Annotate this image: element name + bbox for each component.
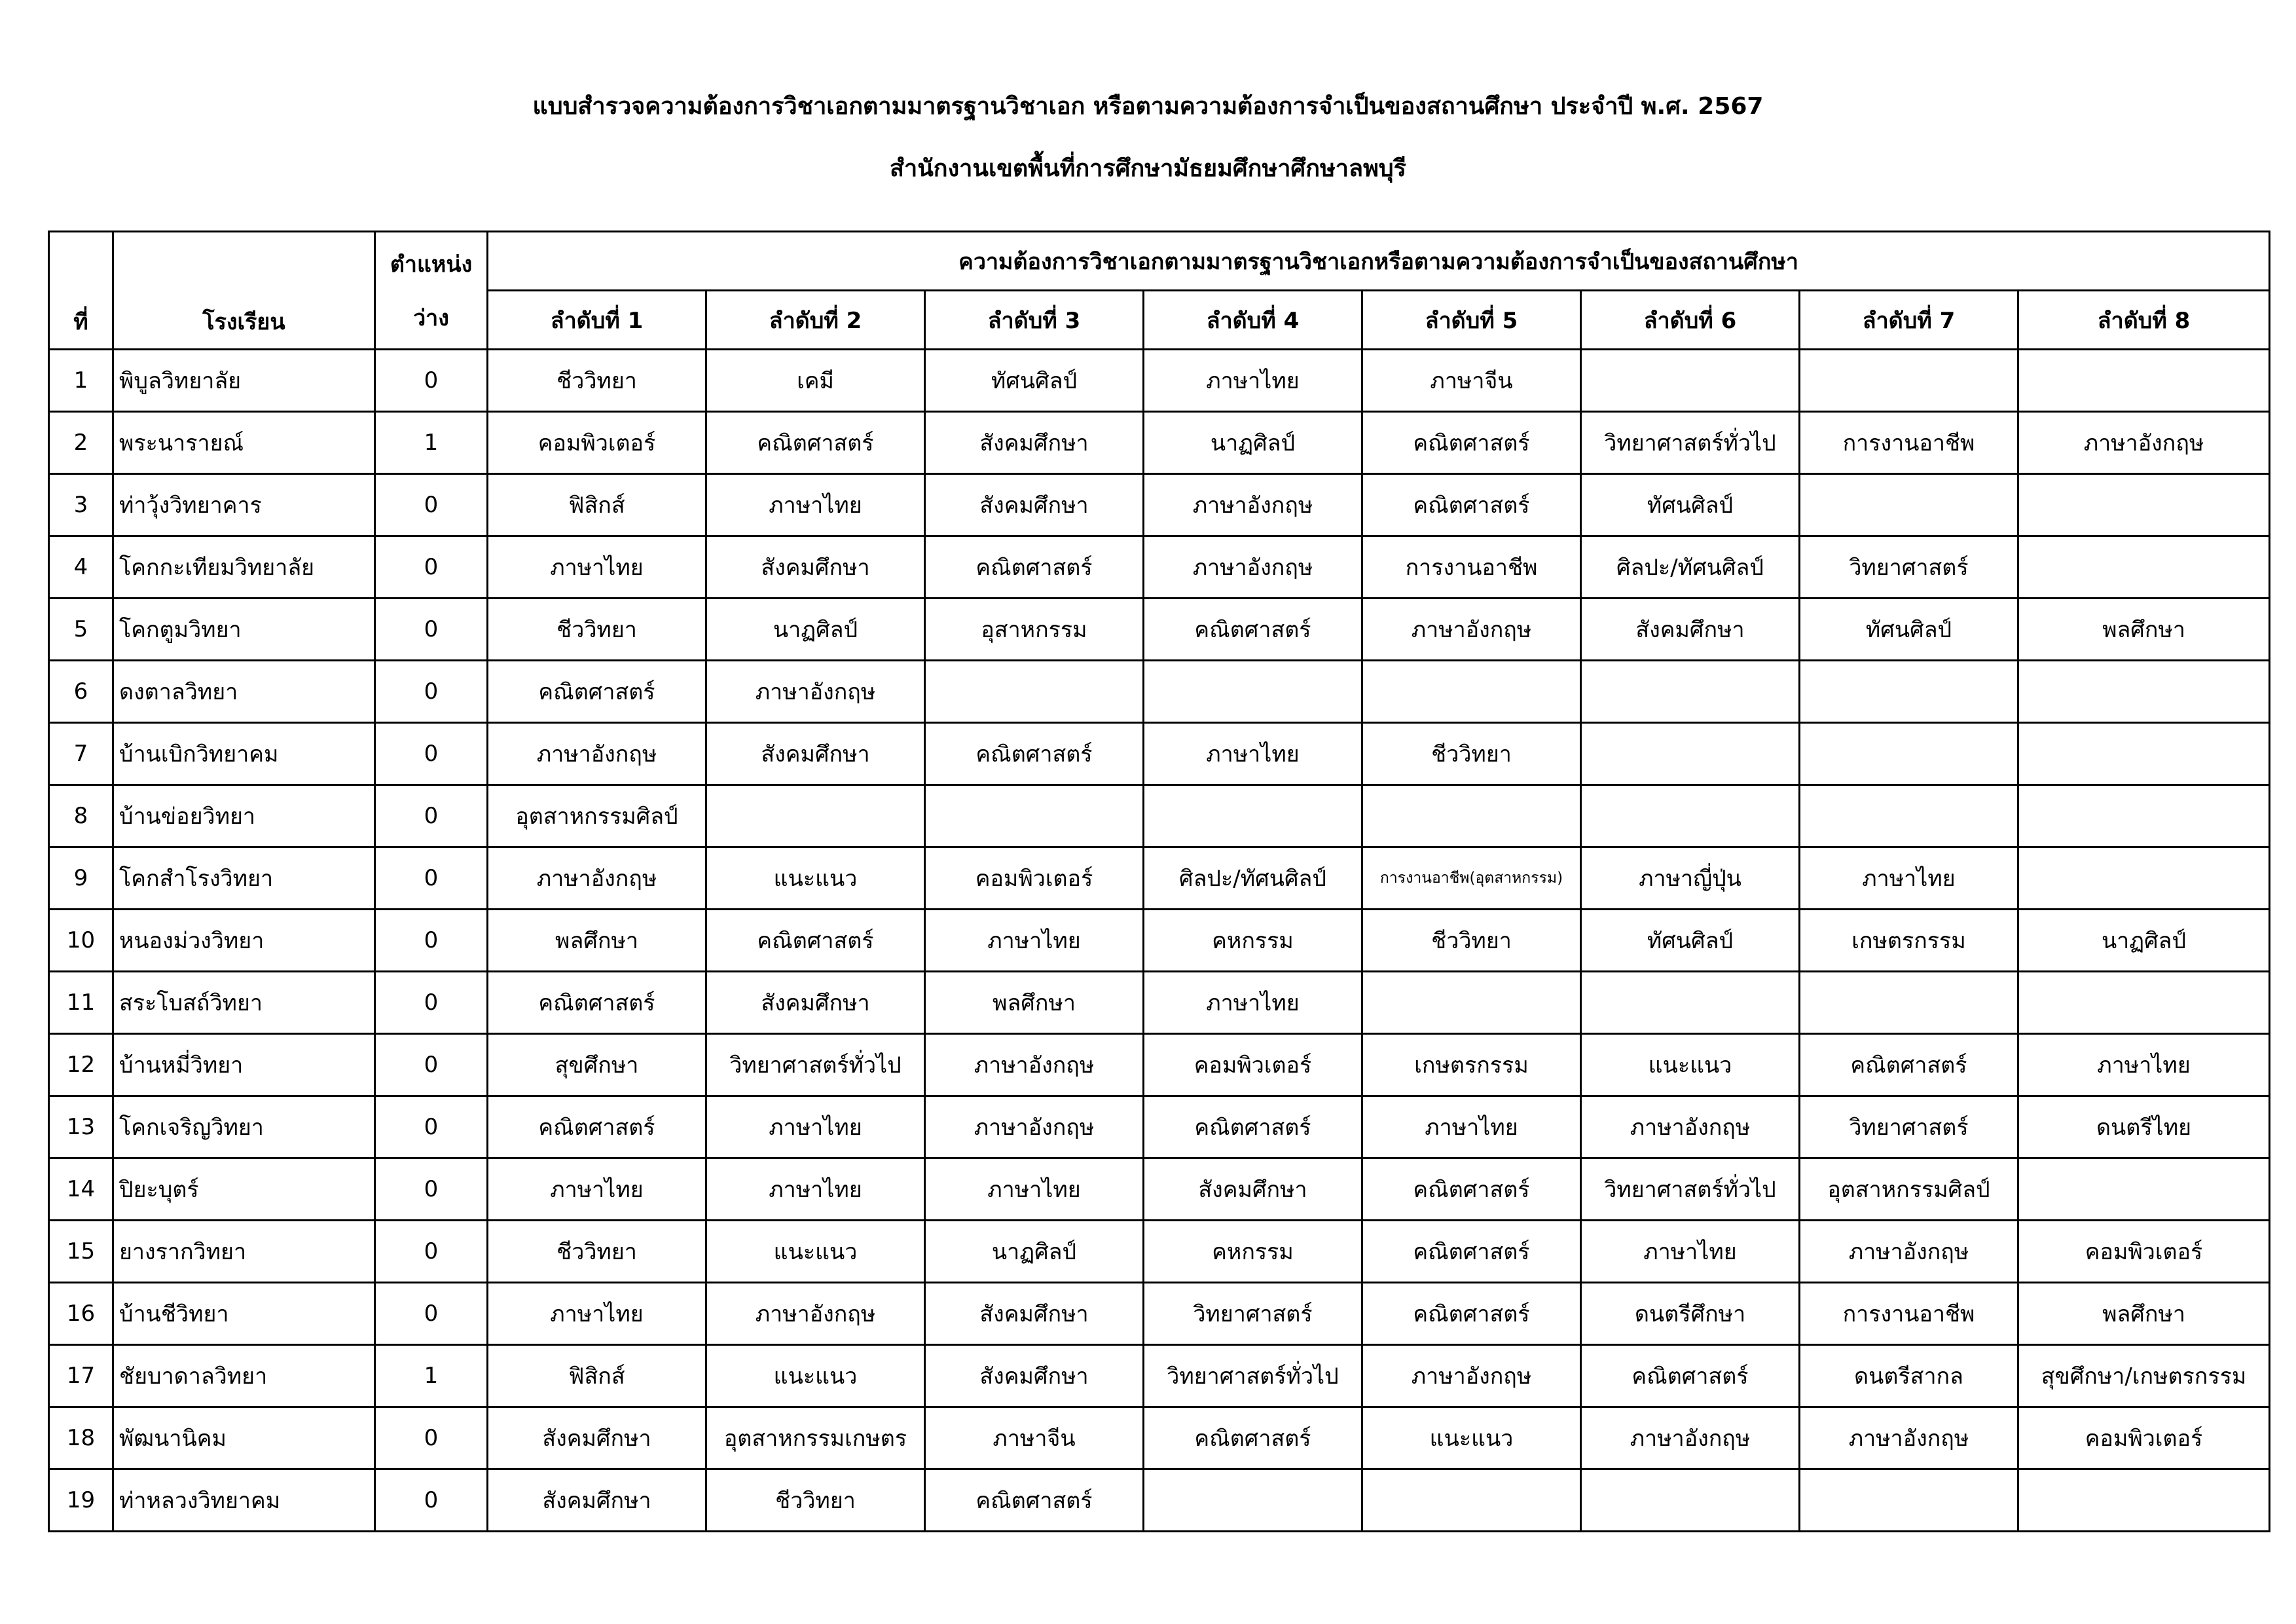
subject-rank-6 [1581, 972, 1800, 1034]
subject-rank-2: ภาษาไทย [706, 1158, 925, 1221]
subject-rank-3: ภาษาอังกฤษ [925, 1034, 1144, 1096]
subject-rank-2: ภาษาไทย [706, 1096, 925, 1158]
subject-rank-2: ภาษาอังกฤษ [706, 661, 925, 723]
subject-rank-1: ภาษาไทย [488, 1158, 706, 1221]
subject-rank-8 [2018, 972, 2270, 1034]
subject-rank-8: ภาษาไทย [2018, 1034, 2270, 1096]
subject-rank-1: ภาษาอังกฤษ [488, 723, 706, 785]
subject-rank-8 [2018, 1469, 2270, 1532]
subject-rank-7: ภาษาไทย [1800, 847, 2018, 910]
header-no: ที่ [49, 232, 113, 350]
school-name: พระนารายณ์ [113, 412, 375, 474]
subject-rank-8: คอมพิวเตอร์ [2018, 1221, 2270, 1283]
subject-rank-6: วิทยาศาสตร์ทั่วไป [1581, 412, 1800, 474]
vacancy-count: 0 [375, 972, 488, 1034]
page-subtitle: สำนักงานเขตพื้นที่การศึกษามัธยมศึกษาศึกษาลพบุรี [890, 155, 1406, 182]
subject-rank-4: ภาษาอังกฤษ [1144, 474, 1362, 536]
subject-rank-6: ภาษาญี่ปุ่น [1581, 847, 1800, 910]
subject-rank-2: แนะแนว [706, 1221, 925, 1283]
school-name: โคกตูมวิทยา [113, 599, 375, 661]
subject-rank-3: สังคมศึกษา [925, 412, 1144, 474]
subject-rank-4: สังคมศึกษา [1144, 1158, 1362, 1221]
school-name: พิบูลวิทยาลัย [113, 350, 375, 412]
header-school: โรงเรียน [113, 232, 375, 350]
subject-rank-7: การงานอาชีพ [1800, 1283, 2018, 1345]
vacancy-count: 0 [375, 1469, 488, 1532]
subject-rank-5: คณิตศาสตร์ [1362, 1283, 1581, 1345]
subject-rank-4: ภาษาไทย [1144, 972, 1362, 1034]
table-row [49, 1345, 2270, 1407]
subject-rank-8: พลศึกษา [2018, 1283, 2270, 1345]
subject-rank-5: คณิตศาสตร์ [1362, 1221, 1581, 1283]
subject-rank-5: การงานอาชีพ [1362, 536, 1581, 599]
subject-rank-5: คณิตศาสตร์ [1362, 1158, 1581, 1221]
subject-rank-5: คณิตศาสตร์ [1362, 474, 1581, 536]
subject-rank-6: สังคมศึกษา [1581, 599, 1800, 661]
row-number: 5 [49, 599, 113, 661]
subject-rank-1: คอมพิวเตอร์ [488, 412, 706, 474]
subject-rank-1: ภาษาไทย [488, 1283, 706, 1345]
header-rank-3: ลำดับที่ 3 [925, 291, 1144, 350]
school-name: บ้านหมี่วิทยา [113, 1034, 375, 1096]
subject-rank-4: ศิลปะ/ทัศนศิลป์ [1144, 847, 1362, 910]
subject-rank-1: ภาษาอังกฤษ [488, 847, 706, 910]
subject-rank-1: สังคมศึกษา [488, 1407, 706, 1469]
vacancy-count: 0 [375, 1096, 488, 1158]
subject-rank-4: นาฏศิลป์ [1144, 412, 1362, 474]
subject-rank-2: นาฏศิลป์ [706, 599, 925, 661]
subject-rank-3: นาฏศิลป์ [925, 1221, 1144, 1283]
subject-rank-6: ภาษาไทย [1581, 1221, 1800, 1283]
subject-rank-3: คณิตศาสตร์ [925, 536, 1144, 599]
school-name: สระโบสถ์วิทยา [113, 972, 375, 1034]
subject-rank-5 [1362, 1469, 1581, 1532]
subject-rank-1: ฟิสิกส์ [488, 474, 706, 536]
subject-rank-6 [1581, 350, 1800, 412]
subject-rank-7: ทัศนศิลป์ [1800, 599, 2018, 661]
subject-rank-4: ภาษาไทย [1144, 723, 1362, 785]
subject-rank-5: ภาษาอังกฤษ [1362, 599, 1581, 661]
vacancy-count: 0 [375, 661, 488, 723]
school-name: ท่าวุ้งวิทยาคาร [113, 474, 375, 536]
row-number: 10 [49, 910, 113, 972]
subject-rank-7: วิทยาศาสตร์ [1800, 1096, 2018, 1158]
subject-rank-6: ภาษาอังกฤษ [1581, 1407, 1800, 1469]
subject-rank-8 [2018, 536, 2270, 599]
subject-rank-5: ภาษาจีน [1362, 350, 1581, 412]
subject-rank-6: คณิตศาสตร์ [1581, 1345, 1800, 1407]
subject-rank-1: ฟิสิกส์ [488, 1345, 706, 1407]
subject-rank-2: ภาษาอังกฤษ [706, 1283, 925, 1345]
school-name: บ้านเบิกวิทยาคม [113, 723, 375, 785]
subject-rank-8: ภาษาอังกฤษ [2018, 412, 2270, 474]
subject-rank-5: ชีววิทยา [1362, 723, 1581, 785]
subject-rank-2: ชีววิทยา [706, 1469, 925, 1532]
subject-rank-3: ภาษาไทย [925, 910, 1144, 972]
row-number: 11 [49, 972, 113, 1034]
subject-rank-3 [925, 785, 1144, 847]
subject-rank-6: แนะแนว [1581, 1034, 1800, 1096]
table-row [49, 910, 2270, 972]
header-rank-2: ลำดับที่ 2 [706, 291, 925, 350]
subject-rank-4: วิทยาศาสตร์ [1144, 1283, 1362, 1345]
subject-rank-8 [2018, 474, 2270, 536]
subject-rank-1: คณิตศาสตร์ [488, 661, 706, 723]
vacancy-count: 0 [375, 1158, 488, 1221]
subject-rank-1: ชีววิทยา [488, 350, 706, 412]
subject-rank-1: คณิตศาสตร์ [488, 972, 706, 1034]
vacancy-count: 0 [375, 1034, 488, 1096]
subject-rank-8 [2018, 723, 2270, 785]
school-name: บ้านข่อยวิทยา [113, 785, 375, 847]
subject-rank-4: คณิตศาสตร์ [1144, 1096, 1362, 1158]
subject-rank-7 [1800, 1469, 2018, 1532]
page-title: แบบสำรวจความต้องการวิชาเอกตามมาตรฐานวิชาเอก หรือตามความต้องการจำเป็นของสถานศึกษา ประจำปี พ.ศ. 2567 [532, 93, 1764, 120]
subject-rank-8: คอมพิวเตอร์ [2018, 1407, 2270, 1469]
row-number: 7 [49, 723, 113, 785]
table-row [49, 412, 2270, 474]
subject-rank-3 [925, 661, 1144, 723]
subject-rank-2 [706, 785, 925, 847]
subject-rank-6: ทัศนศิลป์ [1581, 910, 1800, 972]
school-name: โคกสำโรงวิทยา [113, 847, 375, 910]
subject-rank-2: คณิตศาสตร์ [706, 412, 925, 474]
table-row [49, 474, 2270, 536]
table-row [49, 1407, 2270, 1469]
row-number: 17 [49, 1345, 113, 1407]
row-number: 8 [49, 785, 113, 847]
subject-rank-2: เคมี [706, 350, 925, 412]
header-group: ความต้องการวิชาเอกตามมาตรฐานวิชาเอกหรือตามความต้องการจำเป็นของสถานศึกษา [488, 232, 2270, 291]
header-rank-1: ลำดับที่ 1 [488, 291, 706, 350]
subject-rank-7 [1800, 785, 2018, 847]
vacancy-count: 1 [375, 412, 488, 474]
subject-rank-4: คณิตศาสตร์ [1144, 599, 1362, 661]
subject-rank-2: สังคมศึกษา [706, 536, 925, 599]
school-name: ชัยบาดาลวิทยา [113, 1345, 375, 1407]
school-name: โคกเจริญวิทยา [113, 1096, 375, 1158]
subject-rank-3: คณิตศาสตร์ [925, 723, 1144, 785]
table-row [49, 350, 2270, 412]
survey-table [48, 231, 2270, 1532]
subject-rank-5 [1362, 661, 1581, 723]
subject-rank-5: แนะแนว [1362, 1407, 1581, 1469]
subject-rank-8: พลศึกษา [2018, 599, 2270, 661]
header-vacancy [375, 232, 488, 350]
subject-rank-3: ภาษาไทย [925, 1158, 1144, 1221]
row-number: 13 [49, 1096, 113, 1158]
subject-rank-1: คณิตศาสตร์ [488, 1096, 706, 1158]
row-number: 14 [49, 1158, 113, 1221]
subject-rank-4: ภาษาอังกฤษ [1144, 536, 1362, 599]
subject-rank-2: แนะแนว [706, 1345, 925, 1407]
school-name: พัฒนานิคม [113, 1407, 375, 1469]
subject-rank-7 [1800, 474, 2018, 536]
table-row [49, 1034, 2270, 1096]
table-row [49, 599, 2270, 661]
subject-rank-8 [2018, 350, 2270, 412]
vacancy-count: 1 [375, 1345, 488, 1407]
subject-rank-6 [1581, 661, 1800, 723]
subject-rank-3: อุสาหกรรม [925, 599, 1144, 661]
table-row [49, 785, 2270, 847]
subject-rank-4 [1144, 661, 1362, 723]
vacancy-count: 0 [375, 599, 488, 661]
row-number: 12 [49, 1034, 113, 1096]
subject-rank-5 [1362, 785, 1581, 847]
subject-rank-2: แนะแนว [706, 847, 925, 910]
row-number: 16 [49, 1283, 113, 1345]
subject-rank-1: ชีววิทยา [488, 599, 706, 661]
table-row [49, 723, 2270, 785]
subject-rank-3: ภาษาอังกฤษ [925, 1096, 1144, 1158]
school-name: ดงตาลวิทยา [113, 661, 375, 723]
subject-rank-4: คอมพิวเตอร์ [1144, 1034, 1362, 1096]
row-number: 15 [49, 1221, 113, 1283]
vacancy-count: 0 [375, 536, 488, 599]
subject-rank-3: ทัศนศิลป์ [925, 350, 1144, 412]
subject-rank-6 [1581, 723, 1800, 785]
subject-rank-8: สุขศึกษา/เกษตรกรรม [2018, 1345, 2270, 1407]
subject-rank-6: วิทยาศาสตร์ทั่วไป [1581, 1158, 1800, 1221]
header-rank-8: ลำดับที่ 8 [2018, 291, 2270, 350]
subject-rank-6: ภาษาอังกฤษ [1581, 1096, 1800, 1158]
school-name: บ้านชีวิทยา [113, 1283, 375, 1345]
subject-rank-2: คณิตศาสตร์ [706, 910, 925, 972]
row-number: 3 [49, 474, 113, 536]
subject-rank-1: ชีววิทยา [488, 1221, 706, 1283]
subject-rank-7: วิทยาศาสตร์ [1800, 536, 2018, 599]
subject-rank-2: วิทยาศาสตร์ทั่วไป [706, 1034, 925, 1096]
table-row [49, 972, 2270, 1034]
vacancy-count: 0 [375, 350, 488, 412]
table-row [49, 1096, 2270, 1158]
vacancy-count: 0 [375, 847, 488, 910]
subject-rank-7: อุตสาหกรรมศิลป์ [1800, 1158, 2018, 1221]
subject-rank-3: คอมพิวเตอร์ [925, 847, 1144, 910]
row-number: 2 [49, 412, 113, 474]
subject-rank-7 [1800, 972, 2018, 1034]
subject-rank-4: คหกรรม [1144, 910, 1362, 972]
subject-rank-4: ภาษาไทย [1144, 350, 1362, 412]
subject-rank-7: คณิตศาสตร์ [1800, 1034, 2018, 1096]
subject-rank-2: สังคมศึกษา [706, 972, 925, 1034]
subject-rank-3: สังคมศึกษา [925, 1283, 1144, 1345]
subject-rank-1: พลศึกษา [488, 910, 706, 972]
subject-rank-6: ศิลปะ/ทัศนศิลป์ [1581, 536, 1800, 599]
subject-rank-5: คณิตศาสตร์ [1362, 412, 1581, 474]
table-row [49, 1221, 2270, 1283]
table-row [49, 1158, 2270, 1221]
school-name: ยางรากวิทยา [113, 1221, 375, 1283]
header-rank-6: ลำดับที่ 6 [1581, 291, 1800, 350]
subject-rank-4 [1144, 785, 1362, 847]
subject-rank-4: คหกรรม [1144, 1221, 1362, 1283]
subject-rank-5: ชีววิทยา [1362, 910, 1581, 972]
subject-rank-8: ดนตรีไทย [2018, 1096, 2270, 1158]
school-name: โคกกะเทียมวิทยาลัย [113, 536, 375, 599]
table-row [49, 536, 2270, 599]
subject-rank-3: สังคมศึกษา [925, 474, 1144, 536]
subject-rank-4 [1144, 1469, 1362, 1532]
subject-rank-5: เกษตรกรรม [1362, 1034, 1581, 1096]
vacancy-count: 0 [375, 1407, 488, 1469]
subject-rank-1: ภาษาไทย [488, 536, 706, 599]
row-number: 6 [49, 661, 113, 723]
subject-rank-6: ดนตรีศึกษา [1581, 1283, 1800, 1345]
subject-rank-7: เกษตรกรรม [1800, 910, 2018, 972]
subject-rank-2: ภาษาไทย [706, 474, 925, 536]
vacancy-count: 0 [375, 785, 488, 847]
subject-rank-5: ภาษาอังกฤษ [1362, 1345, 1581, 1407]
subject-rank-7 [1800, 350, 2018, 412]
subject-rank-8: นาฏศิลป์ [2018, 910, 2270, 972]
row-number: 1 [49, 350, 113, 412]
subject-rank-5 [1362, 972, 1581, 1034]
row-number: 19 [49, 1469, 113, 1532]
school-name: ปิยะบุตร์ [113, 1158, 375, 1221]
vacancy-count: 0 [375, 910, 488, 972]
subject-rank-2: อุตสาหกรรมเกษตร [706, 1407, 925, 1469]
subject-rank-7: การงานอาชีพ [1800, 412, 2018, 474]
table-row [49, 661, 2270, 723]
subject-rank-4: วิทยาศาสตร์ทั่วไป [1144, 1345, 1362, 1407]
subject-rank-8 [2018, 785, 2270, 847]
vacancy-count: 0 [375, 1283, 488, 1345]
subject-rank-7: ภาษาอังกฤษ [1800, 1407, 2018, 1469]
subject-rank-3: ภาษาจีน [925, 1407, 1144, 1469]
subject-rank-5: ภาษาไทย [1362, 1096, 1581, 1158]
subject-rank-7 [1800, 661, 2018, 723]
header-rank-7: ลำดับที่ 7 [1800, 291, 2018, 350]
subject-rank-4: คณิตศาสตร์ [1144, 1407, 1362, 1469]
subject-rank-7 [1800, 723, 2018, 785]
header-vacancy-line1: ตำแหน่ง [390, 251, 473, 278]
vacancy-count: 0 [375, 1221, 488, 1283]
subject-rank-7: ภาษาอังกฤษ [1800, 1221, 2018, 1283]
header-vacancy-line2: ว่าง [413, 304, 449, 331]
subject-rank-1: สุขศึกษา [488, 1034, 706, 1096]
school-name: หนองม่วงวิทยา [113, 910, 375, 972]
vacancy-count: 0 [375, 474, 488, 536]
subject-rank-2: สังคมศึกษา [706, 723, 925, 785]
subject-rank-3: สังคมศึกษา [925, 1345, 1144, 1407]
subject-rank-8 [2018, 661, 2270, 723]
subject-rank-8 [2018, 1158, 2270, 1221]
subject-rank-1: สังคมศึกษา [488, 1469, 706, 1532]
table-row [49, 847, 2270, 910]
header-rank-4: ลำดับที่ 4 [1144, 291, 1362, 350]
table-row [49, 1469, 2270, 1532]
row-number: 4 [49, 536, 113, 599]
row-number: 9 [49, 847, 113, 910]
subject-rank-5: การงานอาชีพ(อุตสาหกรรม) [1362, 847, 1581, 910]
subject-rank-3: พลศึกษา [925, 972, 1144, 1034]
subject-rank-6 [1581, 785, 1800, 847]
subject-rank-6 [1581, 1469, 1800, 1532]
subject-rank-8 [2018, 847, 2270, 910]
school-name: ท่าหลวงวิทยาคม [113, 1469, 375, 1532]
subject-rank-1: อุตสาหกรรมศิลป์ [488, 785, 706, 847]
subject-rank-3: คณิตศาสตร์ [925, 1469, 1144, 1532]
table-row [49, 1283, 2270, 1345]
subject-rank-7: ดนตรีสากล [1800, 1345, 2018, 1407]
header-rank-5: ลำดับที่ 5 [1362, 291, 1581, 350]
row-number: 18 [49, 1407, 113, 1469]
subject-rank-6: ทัศนศิลป์ [1581, 474, 1800, 536]
vacancy-count: 0 [375, 723, 488, 785]
